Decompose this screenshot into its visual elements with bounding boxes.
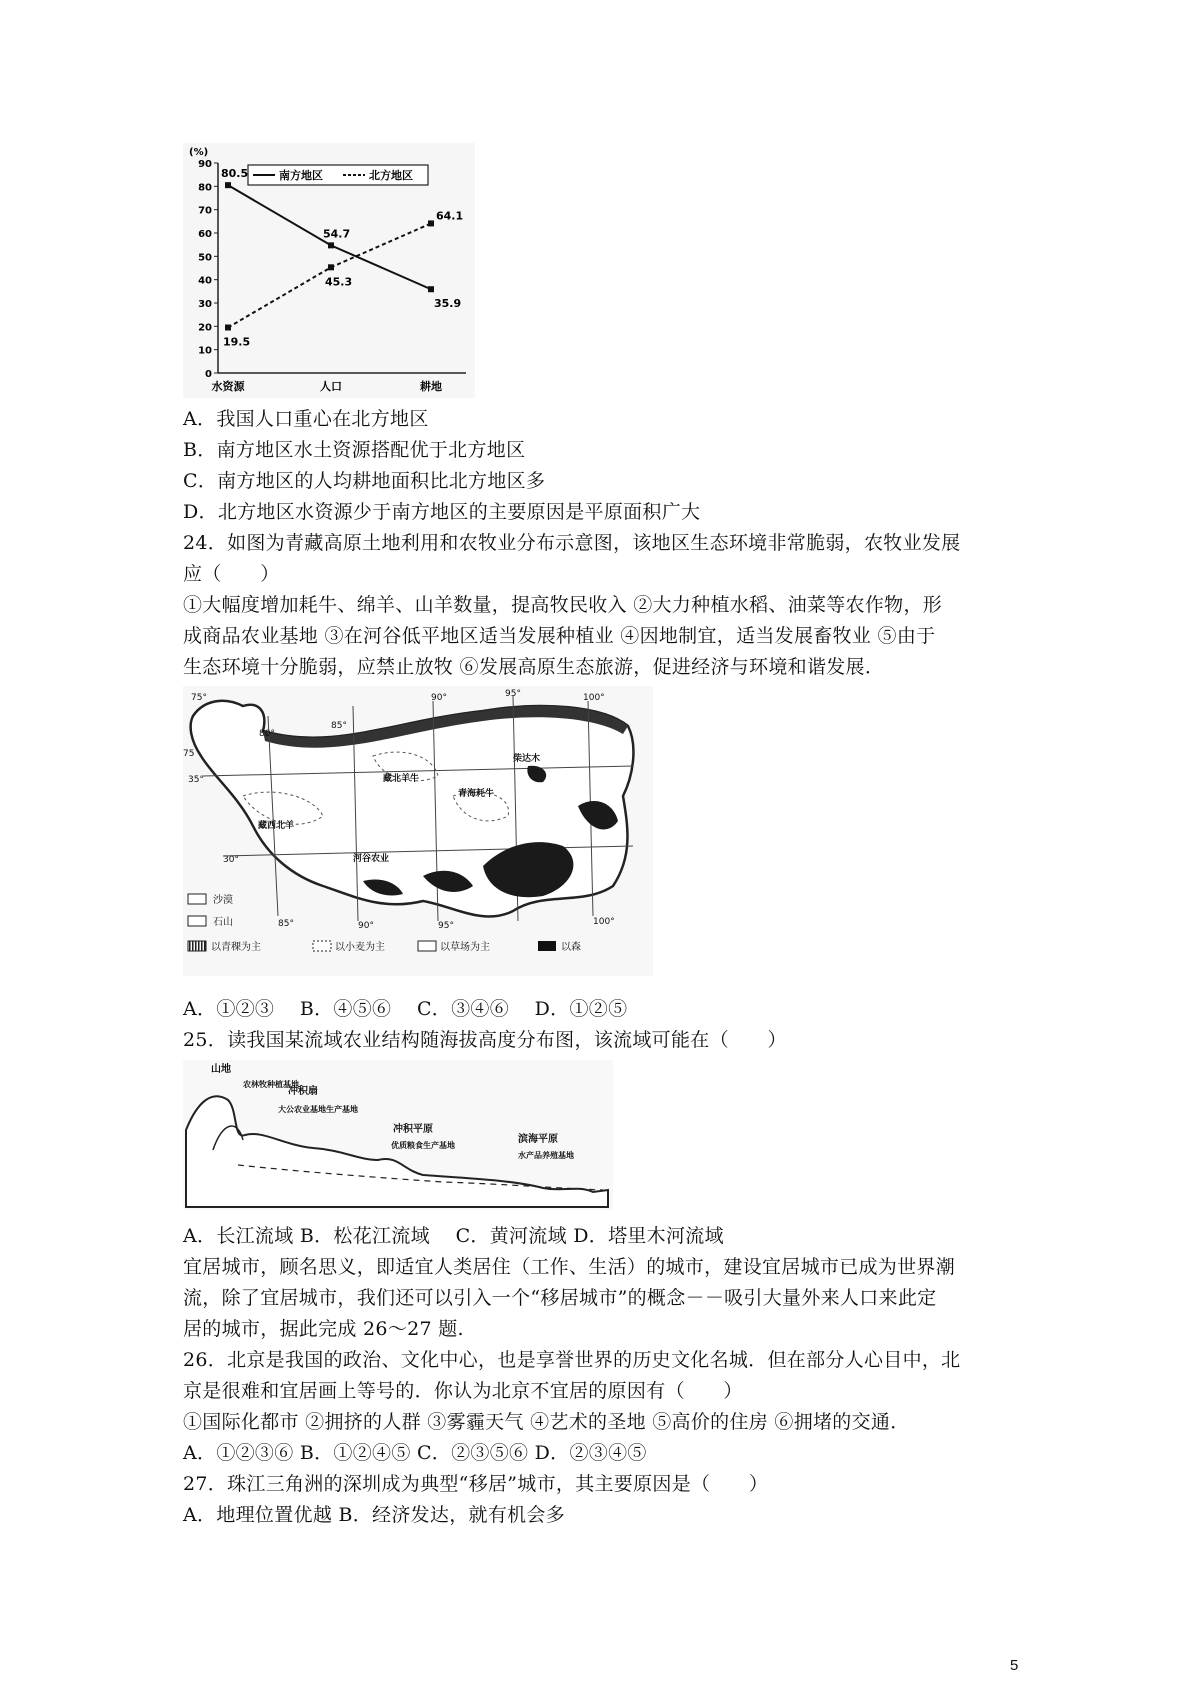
data-point — [328, 242, 334, 248]
lat-label: 35° — [188, 775, 204, 785]
y-tick-label: 70 — [198, 205, 212, 217]
place-label: 柴达木 — [513, 754, 541, 764]
q23-option-b[interactable]: B．南方地区水土资源搭配优于北方地区 — [183, 439, 526, 461]
q25-stem: 25．读我国某流域农业结构随海拔高度分布图，该流域可能在（ ） — [183, 1029, 787, 1051]
profile-label: 冲积扇 — [288, 1086, 318, 1097]
profile-label: 大公农业基地生产基地 — [278, 1105, 358, 1114]
data-label: 64.1 — [436, 209, 464, 223]
q24-options[interactable]: A．①②③ B．④⑤⑥ C．③④⑥ D．①②⑤ — [183, 998, 628, 1020]
lon-label: 85° — [278, 919, 294, 929]
data-point — [428, 286, 434, 292]
q23-option-d[interactable]: D．北方地区水资源少于南方地区的主要原因是平原面积广大 — [183, 501, 701, 523]
lon-label: 95° — [438, 921, 454, 931]
q26-stem-line1: 26．北京是我国的政治、文化中心，也是享誉世界的历史文化名城．但在部分人心目中，北 — [183, 1349, 961, 1371]
lon-label: 100° — [583, 693, 605, 703]
x-tick-label: 耕地 — [420, 380, 442, 393]
legend-label: 石山 — [213, 917, 233, 928]
q27-options[interactable]: A．地理位置优越 B．经济发达，就有机会多 — [183, 1504, 566, 1526]
data-label: 35.9 — [434, 297, 462, 311]
lon-label: 90° — [431, 693, 447, 703]
line-chart — [183, 143, 475, 398]
q26-options[interactable]: A．①②③⑥ B．①②④⑤ C．②③⑤⑥ D．②③④⑤ — [183, 1442, 647, 1464]
profile-label: 水产品养殖基地 — [518, 1151, 574, 1160]
lat-label: 75 — [183, 749, 195, 759]
lon-label: 85° — [331, 721, 347, 731]
q26-stem-line2: 京是很难和宜居画上等号的．你认为北京不宜居的原因有（ ） — [183, 1380, 743, 1402]
lon-label: 80° — [259, 729, 275, 739]
lat-label: 30° — [223, 855, 239, 865]
data-label: 54.7 — [323, 227, 351, 241]
legend-label: 以青稞为主 — [211, 942, 261, 953]
legend-label: 沙漠 — [213, 895, 233, 906]
page-number: 5 — [1010, 1657, 1019, 1674]
data-point — [225, 325, 231, 331]
q24-statement-line3: 生态环境十分脆弱，应禁止放牧 ⑥发展高原生态旅游，促进经济与环境和谐发展． — [183, 656, 885, 678]
population-resource-chart — [183, 143, 475, 398]
legend-label: 南方地区 — [279, 169, 323, 182]
q24-stem-line1: 24．如图为青藏高原土地利用和农牧业分布示意图，该地区生态环境非常脆弱，农牧业发展 — [183, 532, 961, 554]
y-tick-label: 20 — [198, 322, 212, 334]
place-label: 青海耗牛 — [458, 789, 495, 799]
legend-label: 北方地区 — [369, 169, 413, 182]
y-tick-label: 10 — [198, 345, 212, 357]
q23-option-a[interactable]: A．我国人口重心在北方地区 — [183, 408, 429, 430]
q27-stem: 27．珠江三角洲的深圳成为典型“移居”城市，其主要原因是（ ） — [183, 1473, 769, 1495]
y-tick-label: 40 — [198, 275, 212, 287]
map-svg — [183, 686, 653, 976]
q25-options[interactable]: A．长江流域 B．松花江流域 C．黄河流域 D．塔里木河流域 — [183, 1225, 724, 1247]
y-tick-label: 80 — [198, 182, 212, 194]
y-tick-label: 60 — [198, 229, 212, 240]
profile-svg — [183, 1060, 613, 1210]
q24-statement-line2: 成商品农业基地 ③在河谷低平地区适当发展种植业 ④因地制宜，适当发展畜牧业 ⑤由于 — [183, 625, 936, 647]
y-tick-label: 50 — [198, 252, 212, 264]
place-label: 河谷农业 — [353, 854, 390, 864]
q24-statement-line1: ①大幅度增加耗牛、绵羊、山羊数量，提高牧民收入 ②大力种植水稻、油菜等农作物，形 — [183, 594, 943, 616]
profile-label: 冲积平原 — [393, 1124, 433, 1135]
y-tick-label: 30 — [198, 299, 212, 310]
q24-stem-line2: 应（ ） — [183, 563, 280, 585]
legend-label: 以草场为主 — [440, 942, 490, 953]
place-label: 藏北羊牛 — [383, 774, 420, 784]
basin-profile-diagram — [183, 1060, 613, 1210]
data-point — [428, 220, 434, 226]
profile-label: 滨海平原 — [518, 1134, 558, 1145]
legend-label: 以小麦为主 — [335, 942, 385, 953]
place-label: 藏西北羊 — [258, 821, 295, 831]
y-tick-label: 0 — [205, 369, 212, 380]
q26-statements: ①国际化都市 ②拥挤的人群 ③雾霾天气 ④艺术的圣地 ⑤高价的住房 ⑥拥堵的交通． — [183, 1411, 910, 1433]
tibet-landuse-map — [183, 686, 653, 976]
intro-line1: 宜居城市，顾名思义，即适宜人类居住（工作、生活）的城市，建设宜居城市已成为世界潮 — [183, 1256, 956, 1278]
intro-line3: 居的城市，据此完成 26～27 题. — [183, 1318, 464, 1340]
profile-label: 农林牧种植基地 — [243, 1080, 299, 1089]
data-point — [225, 182, 231, 188]
intro-line2: 流，除了宜居城市，我们还可以引入一个“移居城市”的概念－－吸引大量外来人口来此定 — [183, 1287, 937, 1309]
legend-label: 以森 — [561, 942, 581, 953]
lon-label: 75° — [191, 693, 207, 703]
data-label: 19.5 — [223, 335, 251, 349]
profile-label: 优质粮食生产基地 — [391, 1141, 455, 1150]
data-label: 45.3 — [325, 275, 353, 289]
lon-label: 90° — [358, 921, 374, 931]
x-tick-label: 水资源 — [211, 380, 245, 393]
x-tick-label: 人口 — [320, 380, 342, 393]
data-point — [328, 264, 334, 270]
y-unit-label: (%) — [189, 147, 209, 158]
lon-label: 95° — [505, 689, 521, 699]
profile-label: 山地 — [211, 1064, 231, 1075]
lon-label: 100° — [593, 917, 615, 927]
y-tick-label: 90 — [198, 159, 212, 170]
q23-option-c[interactable]: C．南方地区的人均耕地面积比北方地区多 — [183, 470, 546, 492]
data-label: 80.5 — [221, 167, 249, 181]
